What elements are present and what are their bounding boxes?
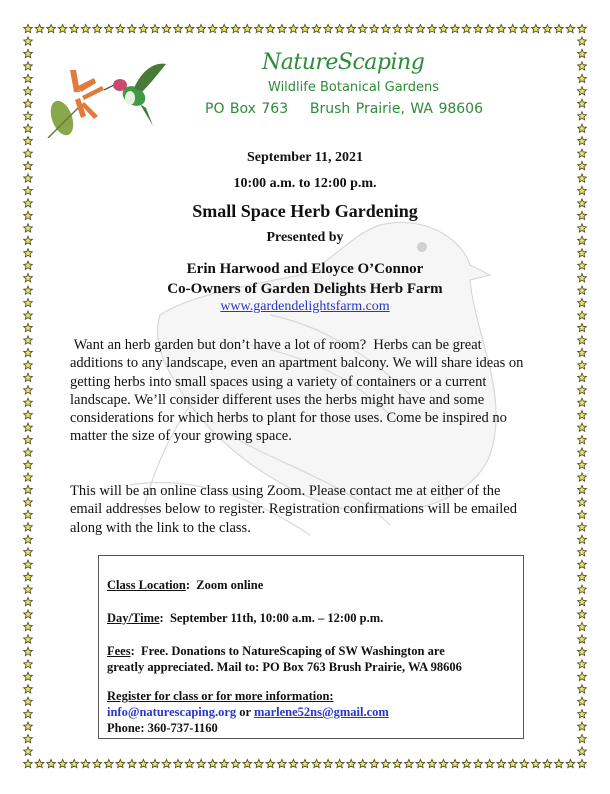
star-icon xyxy=(578,137,587,145)
star-icon xyxy=(24,672,33,680)
star-icon xyxy=(24,74,33,82)
day-time-label: Day/Time xyxy=(107,611,160,625)
star-icon xyxy=(24,398,33,406)
star-icon xyxy=(24,323,33,331)
star-icon xyxy=(381,759,390,767)
star-icon xyxy=(578,37,587,45)
star-icon xyxy=(24,199,33,207)
star-icon xyxy=(208,24,217,32)
star-icon xyxy=(24,697,33,705)
star-icon xyxy=(24,261,33,269)
star-icon xyxy=(151,24,160,32)
star-icon xyxy=(578,722,587,730)
star-icon xyxy=(578,535,587,543)
star-icon xyxy=(381,24,390,32)
star-icon xyxy=(24,161,33,169)
star-icon xyxy=(24,722,33,730)
star-icon xyxy=(439,24,448,32)
star-icon xyxy=(174,24,183,32)
star-icon xyxy=(578,423,587,431)
star-icon xyxy=(578,348,587,356)
star-icon xyxy=(578,498,587,506)
star-icon xyxy=(497,24,506,32)
star-icon xyxy=(220,759,229,767)
star-icon xyxy=(393,24,402,32)
star-icon xyxy=(289,24,298,32)
star-icon xyxy=(555,24,564,32)
star-icon xyxy=(24,635,33,643)
star-icon xyxy=(104,759,113,767)
star-icon xyxy=(578,286,587,294)
star-icon xyxy=(24,236,33,244)
star-icon xyxy=(578,460,587,468)
star-icon xyxy=(578,647,587,655)
brand-address: PO Box 763 Brush Prairie, WA 98606 xyxy=(205,101,483,117)
star-icon xyxy=(578,398,587,406)
star-icon xyxy=(197,24,206,32)
star-icon xyxy=(520,24,529,32)
class-location xyxy=(107,578,263,593)
star-icon xyxy=(578,573,587,581)
star-icon xyxy=(128,24,137,32)
star-icon xyxy=(578,697,587,705)
star-icon xyxy=(578,62,587,70)
star-icon xyxy=(24,99,33,107)
star-icon xyxy=(578,311,587,319)
star-icon xyxy=(485,759,494,767)
star-icon xyxy=(243,759,252,767)
star-icon xyxy=(24,24,33,32)
star-icon xyxy=(278,759,287,767)
star-icon xyxy=(508,24,517,32)
star-icon xyxy=(24,336,33,344)
day-time-value: : September 11th, 10:00 a.m. – 12:00 p.m. xyxy=(159,611,384,625)
star-icon xyxy=(24,373,33,381)
star-icon xyxy=(578,149,587,157)
star-icon xyxy=(578,672,587,680)
star-icon xyxy=(24,411,33,419)
star-icon xyxy=(485,24,494,32)
website-link[interactable]: www.gardendelightsfarm.com xyxy=(220,299,390,314)
star-icon xyxy=(58,24,67,32)
star-icon xyxy=(578,199,587,207)
star-icon xyxy=(416,24,425,32)
star-icon xyxy=(578,236,587,244)
star-icon xyxy=(93,759,102,767)
star-icon xyxy=(578,759,587,767)
class-location-value: : Zoom online xyxy=(185,578,264,592)
star-icon xyxy=(578,734,587,742)
star-icon xyxy=(81,759,90,767)
star-icon xyxy=(185,759,194,767)
star-icon xyxy=(578,161,587,169)
star-icon xyxy=(24,660,33,668)
star-icon xyxy=(474,759,483,767)
star-icon xyxy=(254,759,263,767)
star-icon xyxy=(578,597,587,605)
star-icon xyxy=(24,174,33,182)
star-icon xyxy=(370,24,379,32)
star-icon xyxy=(520,759,529,767)
star-icon xyxy=(24,62,33,70)
star-icon xyxy=(578,448,587,456)
star-icon xyxy=(428,24,437,32)
star-icon xyxy=(543,24,552,32)
star-icon xyxy=(70,24,79,32)
star-icon xyxy=(231,759,240,767)
star-icon xyxy=(35,24,44,32)
star-icon xyxy=(128,759,137,767)
star-icon xyxy=(508,759,517,767)
star-icon xyxy=(578,386,587,394)
star-icon xyxy=(578,585,587,593)
star-icon xyxy=(266,759,275,767)
star-icon xyxy=(104,24,113,32)
star-icon xyxy=(24,548,33,556)
star-icon xyxy=(24,224,33,232)
fees xyxy=(107,644,445,659)
event-title: Small Space Herb Gardening xyxy=(192,201,418,221)
star-icon xyxy=(358,24,367,32)
star-icon xyxy=(197,759,206,767)
star-icon xyxy=(578,510,587,518)
star-icon xyxy=(24,124,33,132)
star-icon xyxy=(474,24,483,32)
star-icon xyxy=(24,560,33,568)
star-icon xyxy=(139,24,148,32)
star-icon xyxy=(24,610,33,618)
star-icon xyxy=(24,386,33,394)
star-icon xyxy=(578,323,587,331)
star-icon xyxy=(578,99,587,107)
star-icon xyxy=(578,473,587,481)
star-icon xyxy=(24,460,33,468)
star-icon xyxy=(139,759,148,767)
star-icon xyxy=(24,423,33,431)
star-icon xyxy=(58,759,67,767)
star-icon xyxy=(24,286,33,294)
star-icon xyxy=(231,24,240,32)
fees-line2: greatly appreciated. Mail to: PO Box 763 Brush Prairie, WA 98606 xyxy=(107,660,462,674)
star-icon xyxy=(24,759,33,767)
star-icon xyxy=(24,647,33,655)
star-icon xyxy=(162,759,171,767)
star-icon xyxy=(439,759,448,767)
star-icon xyxy=(578,186,587,194)
star-icon xyxy=(497,759,506,767)
star-icon xyxy=(578,610,587,618)
star-icon xyxy=(578,660,587,668)
class-location-label: Class Location xyxy=(107,578,186,592)
star-icon xyxy=(578,112,587,120)
star-icon xyxy=(324,24,333,32)
star-icon xyxy=(393,759,402,767)
fees-value: : Free. Donations to NatureScaping of SW Washington are xyxy=(130,644,445,658)
description-paragraph: Want an herb garden but don’t have a lot of room? Herbs can be great additions to any landscape, even an apartment balcony. We will share ideas on getting herbs into small spaces using a variety of containers or a current landscape. We’ll consider different uses the herbs might have and some considerations for which herbs to plant for those uses. Come be inspired no matter the size of your growing space. xyxy=(70,337,528,445)
star-icon xyxy=(24,274,33,282)
class-info-box xyxy=(98,555,524,739)
email-info-link[interactable]: info@naturescaping.org xyxy=(107,705,237,719)
star-icon xyxy=(416,759,425,767)
star-icon xyxy=(578,373,587,381)
star-icon xyxy=(578,710,587,718)
star-icon xyxy=(578,411,587,419)
star-icon xyxy=(24,448,33,456)
star-icon xyxy=(116,24,125,32)
star-icon xyxy=(24,734,33,742)
star-icon xyxy=(578,685,587,693)
star-icon xyxy=(358,759,367,767)
phone: Phone: 360-737-1160 xyxy=(107,721,218,735)
star-icon xyxy=(220,24,229,32)
star-icon xyxy=(578,436,587,444)
event-date: September 11, 2021 xyxy=(246,150,363,165)
fees-label: Fees xyxy=(107,644,131,658)
star-icon xyxy=(24,523,33,531)
registration-paragraph: This will be an online class using Zoom. Please contact me at either of the email addresses below to register. Registration confirmations will be emailed along with the link to the class. xyxy=(70,483,517,536)
star-icon xyxy=(24,149,33,157)
star-icon xyxy=(24,473,33,481)
contact-emails xyxy=(107,705,389,720)
star-icon xyxy=(70,759,79,767)
star-icon xyxy=(578,336,587,344)
star-icon xyxy=(24,348,33,356)
star-icon xyxy=(301,759,310,767)
star-icon xyxy=(24,573,33,581)
star-icon xyxy=(151,759,160,767)
star-icon xyxy=(555,759,564,767)
star-icon xyxy=(451,24,460,32)
star-icon xyxy=(578,49,587,57)
star-icon xyxy=(24,87,33,95)
star-icon xyxy=(578,249,587,257)
star-icon xyxy=(312,24,321,32)
star-icon xyxy=(278,24,287,32)
star-icon xyxy=(24,361,33,369)
event-time: 10:00 a.m. to 12:00 p.m. xyxy=(233,176,377,191)
star-icon xyxy=(578,635,587,643)
brand-subtitle: Wildlife Botanical Gardens xyxy=(268,80,440,95)
star-icon xyxy=(405,24,414,32)
star-icon xyxy=(578,24,587,32)
star-icon xyxy=(566,759,575,767)
star-icon xyxy=(578,560,587,568)
star-icon xyxy=(578,74,587,82)
star-icon xyxy=(24,436,33,444)
star-icon xyxy=(116,759,125,767)
star-icon xyxy=(531,759,540,767)
star-icon xyxy=(24,685,33,693)
star-icon xyxy=(578,124,587,132)
star-icon xyxy=(24,510,33,518)
star-icon xyxy=(35,759,44,767)
star-icon xyxy=(254,24,263,32)
star-icon xyxy=(24,710,33,718)
star-icon xyxy=(301,24,310,32)
star-icon xyxy=(24,535,33,543)
star-icon xyxy=(208,759,217,767)
star-icon xyxy=(81,24,90,32)
star-icon xyxy=(405,759,414,767)
star-icon xyxy=(578,622,587,630)
star-icon xyxy=(370,759,379,767)
presented-by: Presented by xyxy=(266,230,344,245)
star-icon xyxy=(24,112,33,120)
star-icon xyxy=(578,298,587,306)
star-icon xyxy=(24,311,33,319)
star-icon xyxy=(24,37,33,45)
star-icon xyxy=(174,759,183,767)
star-icon xyxy=(578,548,587,556)
star-icon xyxy=(462,24,471,32)
star-icon xyxy=(47,24,56,32)
star-icon xyxy=(162,24,171,32)
star-icon xyxy=(24,498,33,506)
presenters: Erin Harwood and Eloyce O’Connor xyxy=(186,261,424,277)
email-marlene-link[interactable]: marlene52ns@gmail.com xyxy=(253,705,389,719)
star-icon xyxy=(24,249,33,257)
star-icon xyxy=(24,597,33,605)
star-icon xyxy=(531,24,540,32)
star-icon xyxy=(335,759,344,767)
star-icon xyxy=(347,24,356,32)
day-time xyxy=(107,611,383,626)
star-icon xyxy=(243,24,252,32)
or-text: or xyxy=(236,705,254,719)
star-icon xyxy=(312,759,321,767)
star-icon xyxy=(47,759,56,767)
star-icon xyxy=(578,523,587,531)
star-icon xyxy=(566,24,575,32)
star-icon xyxy=(24,186,33,194)
star-icon xyxy=(543,759,552,767)
star-icon xyxy=(24,485,33,493)
star-icon xyxy=(24,585,33,593)
star-icon xyxy=(578,274,587,282)
star-icon xyxy=(24,298,33,306)
hummingbird-honeysuckle-icon xyxy=(38,58,168,138)
star-icon xyxy=(93,24,102,32)
star-icon xyxy=(347,759,356,767)
star-icon xyxy=(578,87,587,95)
star-icon xyxy=(24,622,33,630)
star-icon xyxy=(578,361,587,369)
star-icon xyxy=(289,759,298,767)
presenters-affiliation: Co-Owners of Garden Delights Herb Farm xyxy=(167,281,443,297)
star-icon xyxy=(578,224,587,232)
star-icon xyxy=(24,211,33,219)
star-icon xyxy=(578,485,587,493)
brand-name: NatureScaping xyxy=(262,50,425,75)
register-label: Register for class or for more information: xyxy=(107,689,334,703)
star-icon xyxy=(578,261,587,269)
star-icon xyxy=(266,24,275,32)
star-icon xyxy=(185,24,194,32)
star-icon xyxy=(578,747,587,755)
star-icon xyxy=(335,24,344,32)
star-icon xyxy=(24,747,33,755)
star-icon xyxy=(462,759,471,767)
star-icon xyxy=(451,759,460,767)
star-icon xyxy=(324,759,333,767)
star-icon xyxy=(578,211,587,219)
star-icon xyxy=(24,137,33,145)
star-icon xyxy=(578,174,587,182)
star-icon xyxy=(428,759,437,767)
star-icon xyxy=(24,49,33,57)
